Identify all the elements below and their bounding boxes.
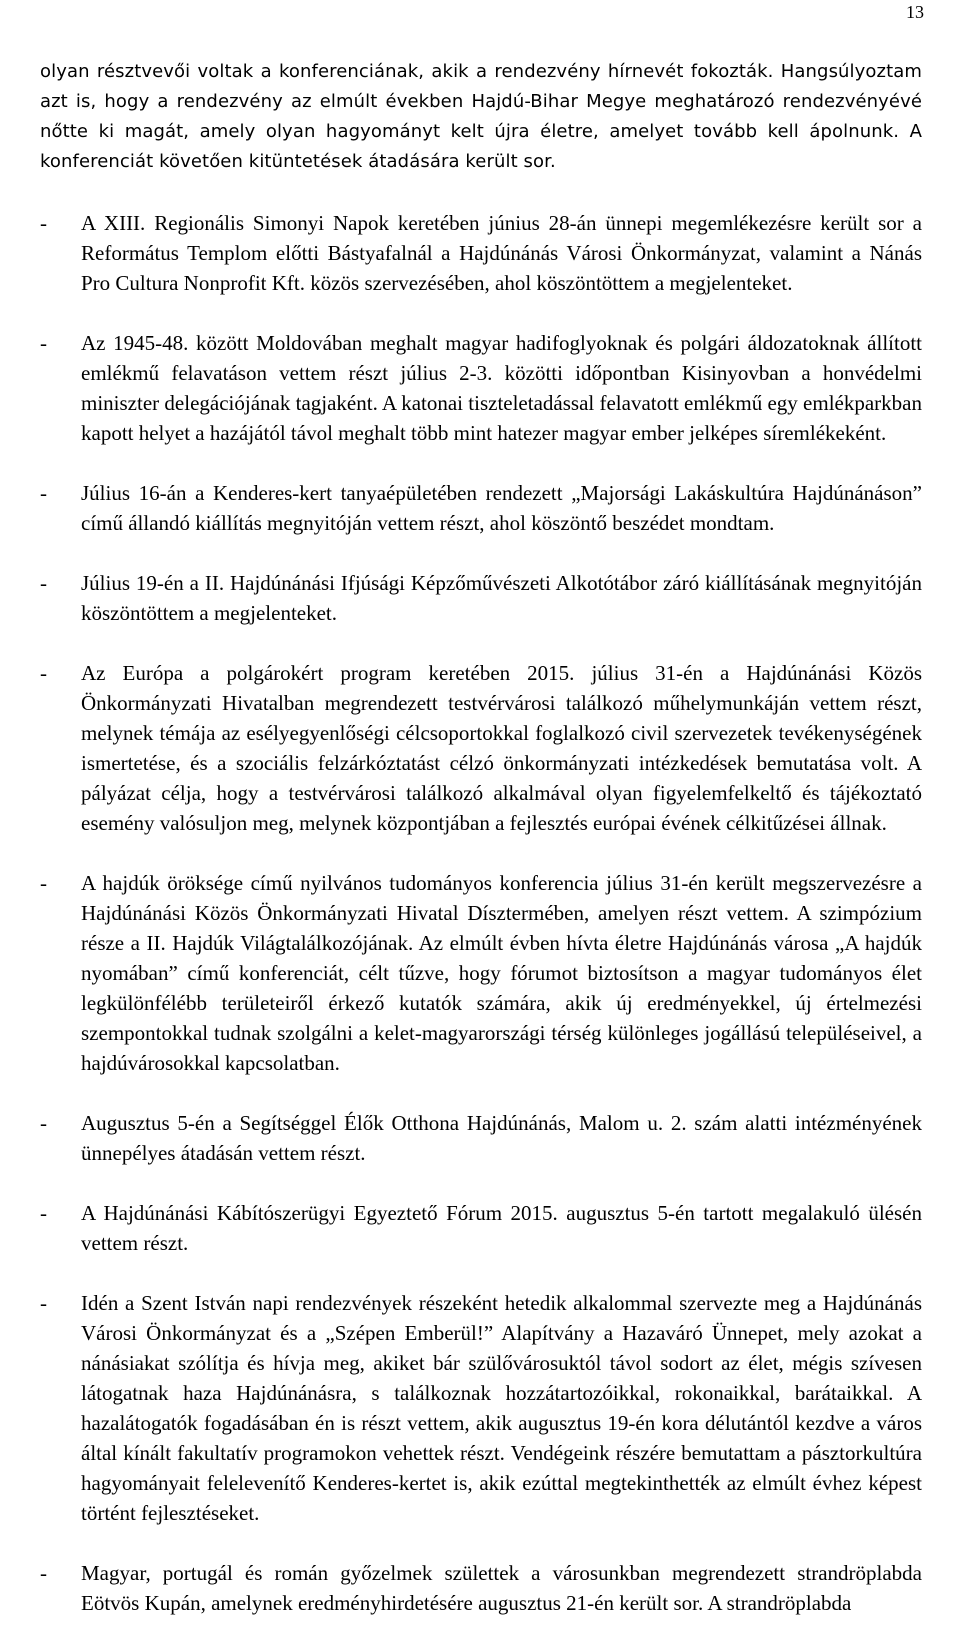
document-body	[40, 57, 922, 1618]
dash-bullet: -	[40, 331, 47, 355]
list-item	[40, 478, 922, 538]
list-item	[40, 1288, 922, 1528]
dash-bullet: -	[40, 481, 47, 505]
list-item-text: Július 19-én a II. Hajdúnánási Ifjúsági Képzőművészeti Alkotótábor záró kiállításának megnyitóján köszöntöttem a megjelenteket.	[81, 571, 922, 625]
dash-bullet: -	[40, 1201, 47, 1225]
list-item	[40, 208, 922, 298]
dash-bullet: -	[40, 211, 47, 235]
list-item-text: A XIII. Regionális Simonyi Napok keretében június 28-án ünnepi megemlékezésre került sor a Református Templom előtti Bástyafalnál a Hajdúnánás Városi Önkormányzat, valamint a Nánás Pro Cultura Nonprofit Kft. közös szervezésében, ahol köszöntöttem a megjelenteket.	[81, 211, 922, 295]
dash-bullet: -	[40, 1561, 47, 1585]
list-item-text: Augusztus 5-én a Segítséggel Élők Otthona Hajdúnánás, Malom u. 2. szám alatti intézményének ünnepélyes átadásán vettem részt.	[81, 1111, 922, 1165]
list-item-text: Idén a Szent István napi rendezvények részeként hetedik alkalommal szervezte meg a Hajdúnánás Városi Önkormányzat és a „Szépen Emberül!” Alapítvány a Hazaváró Ünnepet, mely azokat a nánásiakat szólítja és hívja meg, akiket bár szülővárosuktól távol sodort az élet, mégis szívesen látogatnak haza Hajdúnánásra, s találkoznak hozzátartozóikkal, rokonaikkal, barátaikkal. A hazalátogatók fogadásában én is részt vettem, akik augusztus 19-én kora délutántól kezdve a város által kínált fakultatív programokon vehettek részt. Vendégeink részére bemutattam a pásztorkultúra hagyományait felelevenítő Kenderes-kertet is, akik ezúttal megtekinthették az elmúlt évhez képest történt fejlesztéseket.	[81, 1291, 922, 1525]
list-item	[40, 568, 922, 628]
intro-paragraph: olyan résztvevői voltak a konferenciának, akik a rendezvény hírnevét fokozták. Hangsúlyoztam azt is, hogy a rendezvény az elmúlt években Hajdú-Bihar Megye meghatározó rendezvényévé nőtte ki magát, amely olyan hagyományt kelt újra életre, amelyet tovább kell ápolnunk. A konferenciát követően kitüntetések átadására került sor.	[40, 61, 922, 172]
dash-bullet: -	[40, 1111, 47, 1135]
dash-bullet: -	[40, 871, 47, 895]
dash-bullet: -	[40, 661, 47, 685]
list-item-text: Magyar, portugál és román győzelmek születtek a városunkban megrendezett strandröplabda Eötvös Kupán, amelynek eredményhirdetésére augusztus 21-én került sor. A strandröplabda	[81, 1561, 922, 1615]
list-item-text: A hajdúk öröksége című nyilvános tudományos konferencia július 31-én került megszervezésre a Hajdúnánási Közös Önkormányzati Hivatal Dísztermében, amelyen részt vettem. A szimpózium része a II. Hajdúk Világtalálkozójának. Az elmúlt évben hívta életre Hajdúnánás városa „A hajdúk nyomában” című konferenciát, célt tűzve, hogy fórumot biztosítson a magyar tudományos élet legkülönfélébb területeiről érkező kutatók számára, akik új eredményekkel, új értelmezési szempontokkal tudnak szolgálni a kelet-magyarországi térség különleges jogállású településeivel, a hajdúvárosokkal kapcsolatban.	[81, 871, 922, 1075]
dash-bullet: -	[40, 1291, 47, 1315]
list-item	[40, 328, 922, 448]
list-item	[40, 658, 922, 838]
list-item	[40, 1558, 922, 1618]
list-item	[40, 1198, 922, 1258]
dash-bullet: -	[40, 571, 47, 595]
list-item-text: A Hajdúnánási Kábítószerügyi Egyeztető Fórum 2015. augusztus 5-én tartott megalakuló ülésén vettem részt.	[81, 1201, 922, 1255]
event-list	[40, 208, 922, 1618]
list-item-text: Július 16-án a Kenderes-kert tanyaépületében rendezett „Majorsági Lakáskultúra Hajdúnánáson” című állandó kiállítás megnyitóján vettem részt, ahol köszöntő beszédet mondtam.	[81, 481, 922, 535]
list-item	[40, 1108, 922, 1168]
page-number: 13	[906, 2, 924, 22]
list-item	[40, 868, 922, 1078]
list-item-text: Az 1945-48. között Moldovában meghalt magyar hadifoglyoknak és polgári áldozatoknak állított emlékmű felavatáson vettem részt július 2-3. közötti időpontban Kisinyovban a honvédelmi miniszter delegációjának tagjaként. A katonai tiszteletadással felavatott emlékmű egy emlékparkban kapott helyet a hazájától távol meghalt több mint hatezer magyar ember jelképes síremlékeként.	[81, 331, 922, 445]
list-item-text: Az Európa a polgárokért program keretében 2015. július 31-én a Hajdúnánási Közös Önkormányzati Hivatalban megrendezett testvérvárosi találkozó műhelymunkáján vettem részt, melynek témája az esélyegyenlőségi célcsoportokkal foglalkozó civil szervezetek tevékenységének ismertetése, és a szociális felzárkóztatást célzó önkormányzati intézkedések bemutatása volt. A pályázat célja, hogy a testvérvárosi találkozó alkalmával olyan figyelemfelkeltő és tájékoztató esemény valósuljon meg, melynek központjában a fejlesztés európai évének célkitűzései állnak.	[81, 661, 922, 835]
